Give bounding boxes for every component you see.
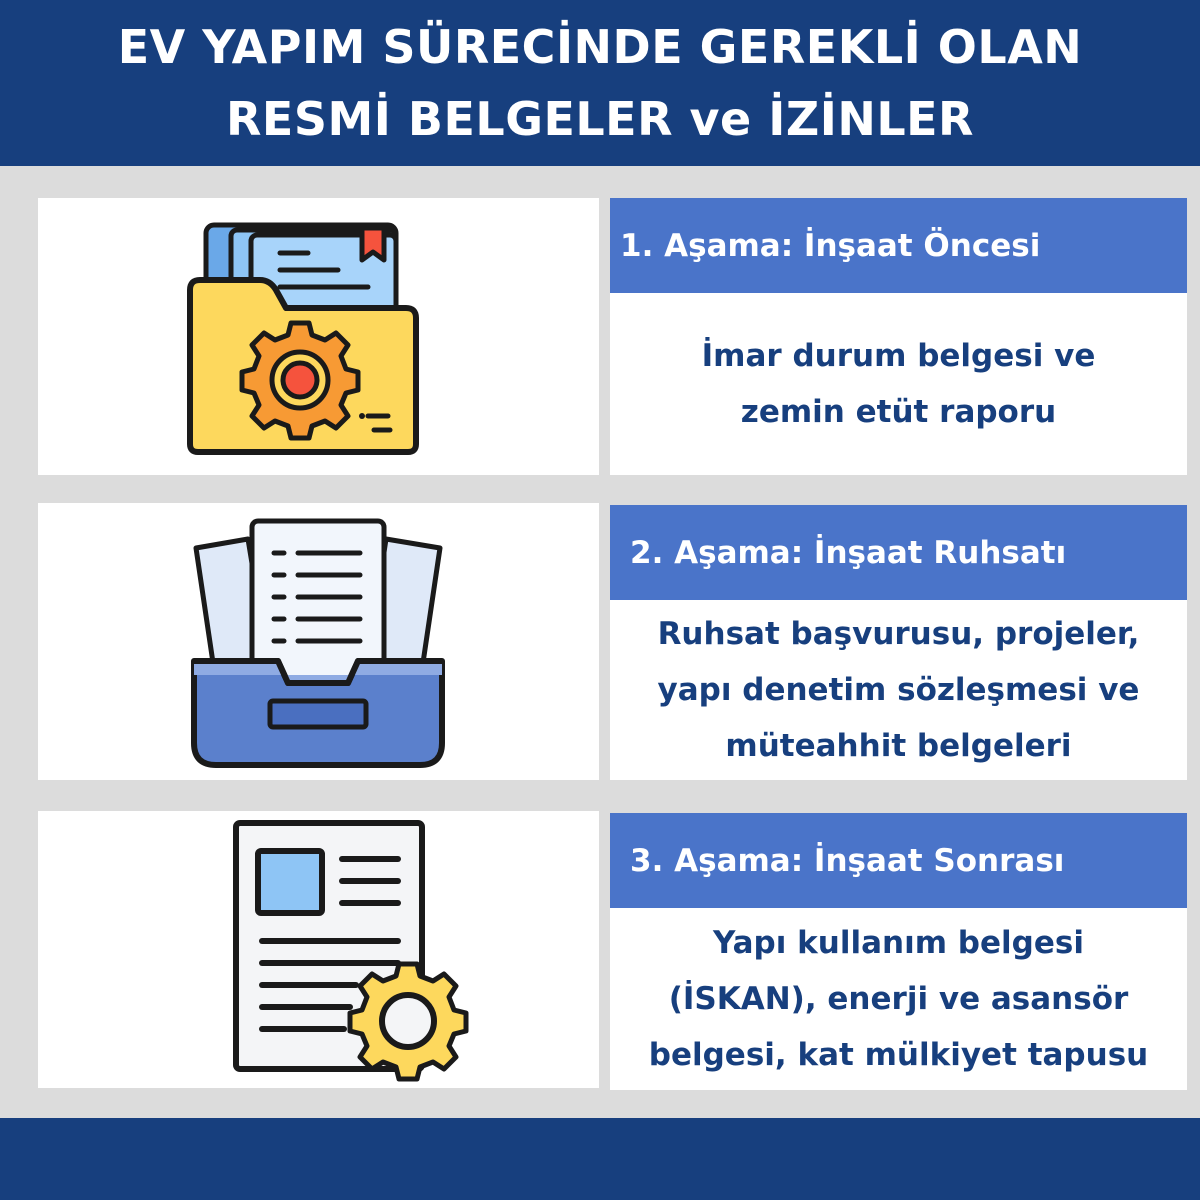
footer-banner bbox=[0, 1118, 1200, 1200]
stage-3-line-3: belgesi, kat mülkiyet tapusu bbox=[648, 1037, 1149, 1073]
stage-2-title: 2. Aşama: İnşaat Ruhsatı bbox=[610, 505, 1187, 600]
stage-2-line-3: müteahhit belgeleri bbox=[725, 728, 1072, 764]
stage-2-icon-panel bbox=[38, 503, 599, 780]
stage-3-line-2: (İSKAN), enerji ve asansör bbox=[668, 981, 1129, 1017]
stage-1-icon-panel bbox=[38, 198, 599, 475]
stage-3-title: 3. Aşama: İnşaat Sonrası bbox=[610, 813, 1187, 908]
stage-1-description bbox=[610, 293, 1187, 475]
page-title-line-2: RESMİ BELGELER ve İZİNLER bbox=[226, 92, 974, 146]
stage-1-line-2: zemin etüt raporu bbox=[740, 394, 1057, 430]
stage-3-icon-panel bbox=[38, 811, 599, 1088]
stage-1-line-1: İmar durum belgesi ve bbox=[701, 338, 1096, 374]
stage-2-line-1: Ruhsat başvurusu, projeler, bbox=[657, 616, 1140, 652]
page-title-line-1: EV YAPIM SÜRECİNDE GEREKLİ OLAN bbox=[117, 20, 1083, 74]
document-gear-icon bbox=[38, 811, 599, 1088]
document-tray-icon bbox=[38, 503, 599, 780]
stage-2-description bbox=[610, 600, 1187, 780]
stage-1-title: 1. Aşama: İnşaat Öncesi bbox=[610, 198, 1187, 293]
stage-2-line-2: yapı denetim sözleşmesi ve bbox=[657, 672, 1140, 708]
stage-3-line-1: Yapı kullanım belgesi bbox=[713, 925, 1084, 961]
header-banner bbox=[0, 0, 1200, 166]
stage-3-description bbox=[610, 908, 1187, 1090]
folder-gear-icon bbox=[38, 198, 599, 475]
